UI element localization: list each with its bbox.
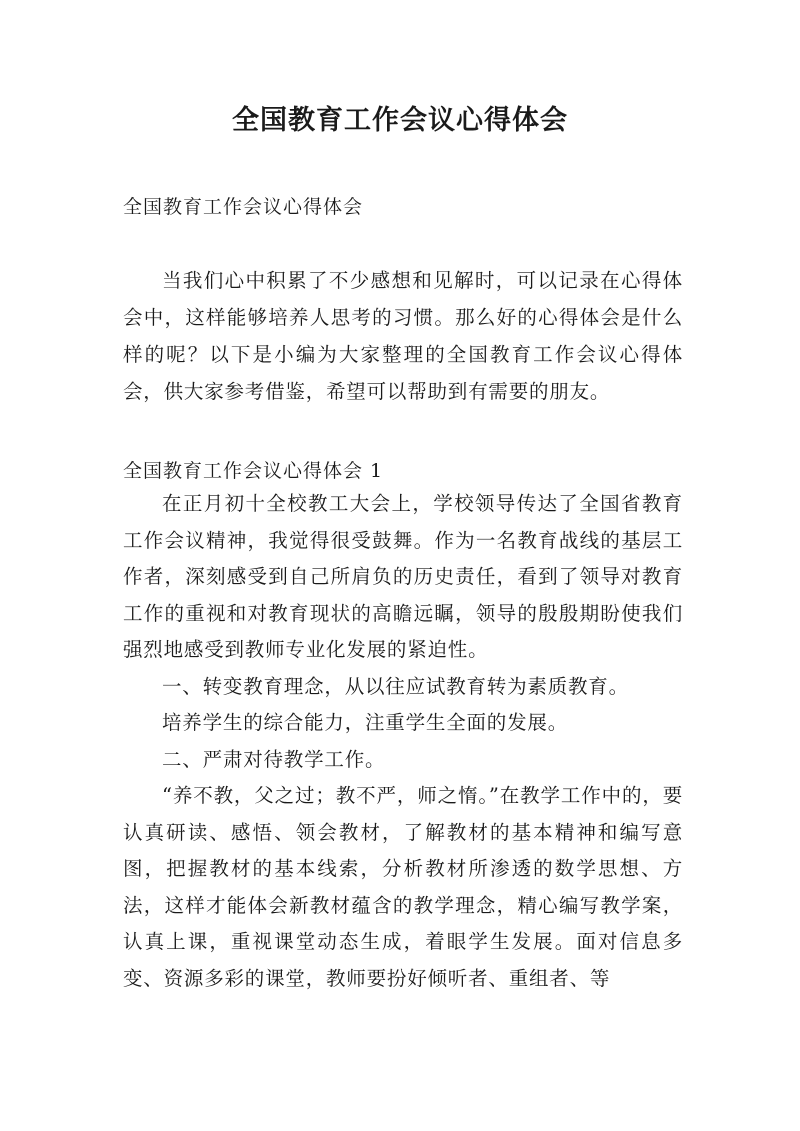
- document-title: 全国教育工作会议心得体会: [232, 105, 568, 136]
- body-paragraph: 一、转变教育理念，从以往应试教育转为素质教育。: [162, 674, 629, 698]
- document-subtitle: 全国教育工作会议心得体会: [123, 196, 364, 218]
- intro-paragraph: 当我们心中积累了不少感想和见解时，可以记录在心得体会中，这样能够培养人思考的习惯。那么好的心得体会是什么样的呢？以下是小编为大家整理的全国教育工作会议心得体会，供大家参考借鉴，希望可以帮助到有需要的朋友。: [123, 269, 683, 403]
- body-paragraph: 培养学生的综合能力，注重学生全面的发展。: [162, 711, 569, 734]
- section-heading: 全国教育工作会议心得体会 1: [123, 460, 384, 482]
- body-paragraph: 在正月初十全校教工大会上，学校领导传达了全国省教育工作会议精神，我觉得很受鼓舞。作为一名教育战线的基层工作者，深刻感受到自己所肩负的历史责任，看到了领导对教育工作的重视和对教育现状的高瞻远瞩，领导的殷殷期盼使我们强烈地感受到教师专业化发展的紧迫性。: [123, 492, 683, 661]
- body-paragraph: “养不教，父之过；教不严，师之惰。”在教学工作中的，要认真研读、感悟、领会教材，了解教材的基本精神和编写意图，把握教材的基本线索，分析教材所渗透的数学思想、方法，这样才能体会新教材蕴含的教学理念，精心编写教学案，认真上课，重视课堂动态生成，着眼学生发展。面对信息多变、资源多彩的课堂，教师要扮好倾听者、重组者、等: [123, 784, 683, 990]
- section-body: [123, 486, 683, 997]
- body-paragraph: 二、严肃对待教学工作。: [162, 747, 386, 771]
